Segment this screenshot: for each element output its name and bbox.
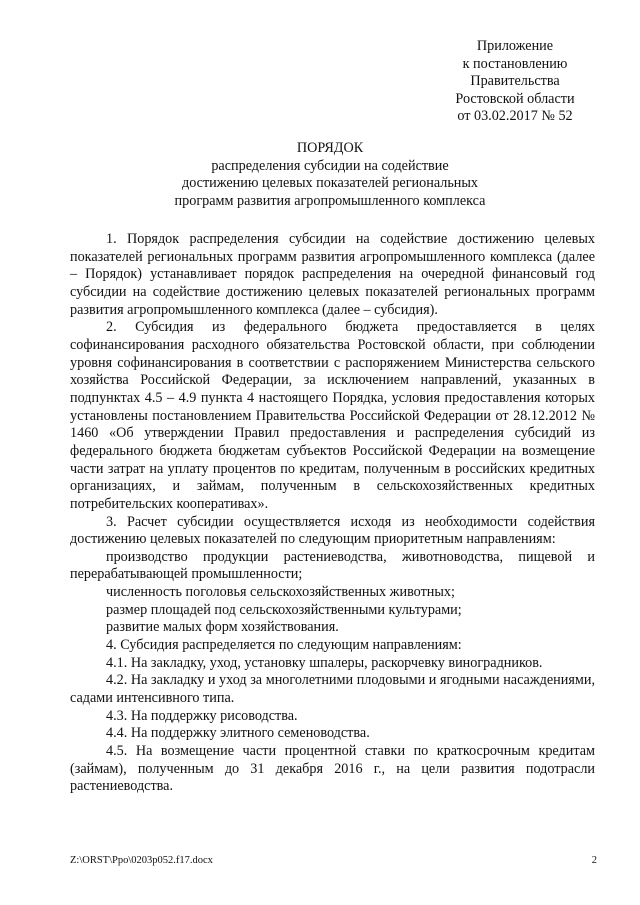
document-title <box>70 140 590 210</box>
appendix-line: к постановлению <box>462 55 568 72</box>
paragraph: 1. Порядок распределения субсидии на содействие достижению целевых показателей региональных программ развития агропромышленного комплекса (далее – Порядок) устанавливает порядок распределения на очередной финансовый год субсидии на содействие достижению целевых показателей региональных программ развития агропромышленного комплекса (далее – субсидия). <box>70 231 595 318</box>
appendix-line: Ростовской области <box>455 90 575 107</box>
paragraph: численность поголовья сельскохозяйственных животных; <box>106 584 455 601</box>
paragraph: 2. Субсидия из федерального бюджета предоставляется в целях софинансирования расходного обязательства Ростовской области, при соблюдении уровня софинансирования в соответствии с распоряжением Министерства сельского хозяйства Российской Федерации, за исключением направлений, указанных в подпунктах 4.5 – 4.9 пункта 4 настоящего Порядка, условия предоставления которых установлены постановлением Правительства Российской Федерации от 28.12.2012 № 1460 «Об утверждении Правил предоставления и распределения субсидий из федерального бюджета бюджетам субъектов Российской Федерации на возмещение части затрат на уплату процентов по кредитам, полученным в российских кредитных организациях, и займам, полученным в сельскохозяйственных кредитных потребительских кооперативах». <box>70 319 595 512</box>
paragraph: размер площадей под сельскохозяйственными культурами; <box>106 601 462 618</box>
title-line: распределения субсидии на содействие <box>211 157 449 174</box>
paragraph: 4. Субсидия распределяется по следующим направлениям: <box>106 637 462 654</box>
title-heading: ПОРЯДОК <box>296 140 364 156</box>
document-body <box>70 231 595 796</box>
appendix-line: Приложение <box>476 38 554 54</box>
paragraph: 4.1. На закладку, уход, установку шпалеры, раскорчевку виноградников. <box>106 654 543 671</box>
title-line: программ развития агропромышленного комплекса <box>174 192 486 209</box>
appendix-line: от 03.02.2017 № 52 <box>457 108 573 125</box>
page-number: 2 <box>591 855 597 866</box>
footer-file-path: Z:\ORST\Ppo\0203p052.f17.docx <box>70 855 213 866</box>
paragraph: 4.4. На поддержку элитного семеноводства. <box>106 725 370 742</box>
paragraph: 4.5. На возмещение части процентной ставки по краткосрочным кредитам (займам), полученным до 31 декабря 2016 г., на цели развития подотрасли растениеводства. <box>70 743 595 795</box>
appendix-header <box>420 38 610 126</box>
appendix-line: Правительства <box>470 73 560 90</box>
paragraph: развитие малых форм хозяйствования. <box>106 619 339 636</box>
paragraph: 4.2. На закладку и уход за многолетними плодовыми и ягодными насаждениями, садами интенсивного типа. <box>70 672 595 707</box>
paragraph: 3. Расчет субсидии осуществляется исходя из необходимости содействия достижению целевых показателей по следующим приоритетным направлениям: <box>70 513 595 548</box>
paragraph: производство продукции растениеводства, животноводства, пищевой и перерабатывающей промышленности; <box>70 548 595 583</box>
title-line: достижению целевых показателей региональных <box>181 175 479 192</box>
paragraph: 4.3. На поддержку рисоводства. <box>106 707 298 724</box>
